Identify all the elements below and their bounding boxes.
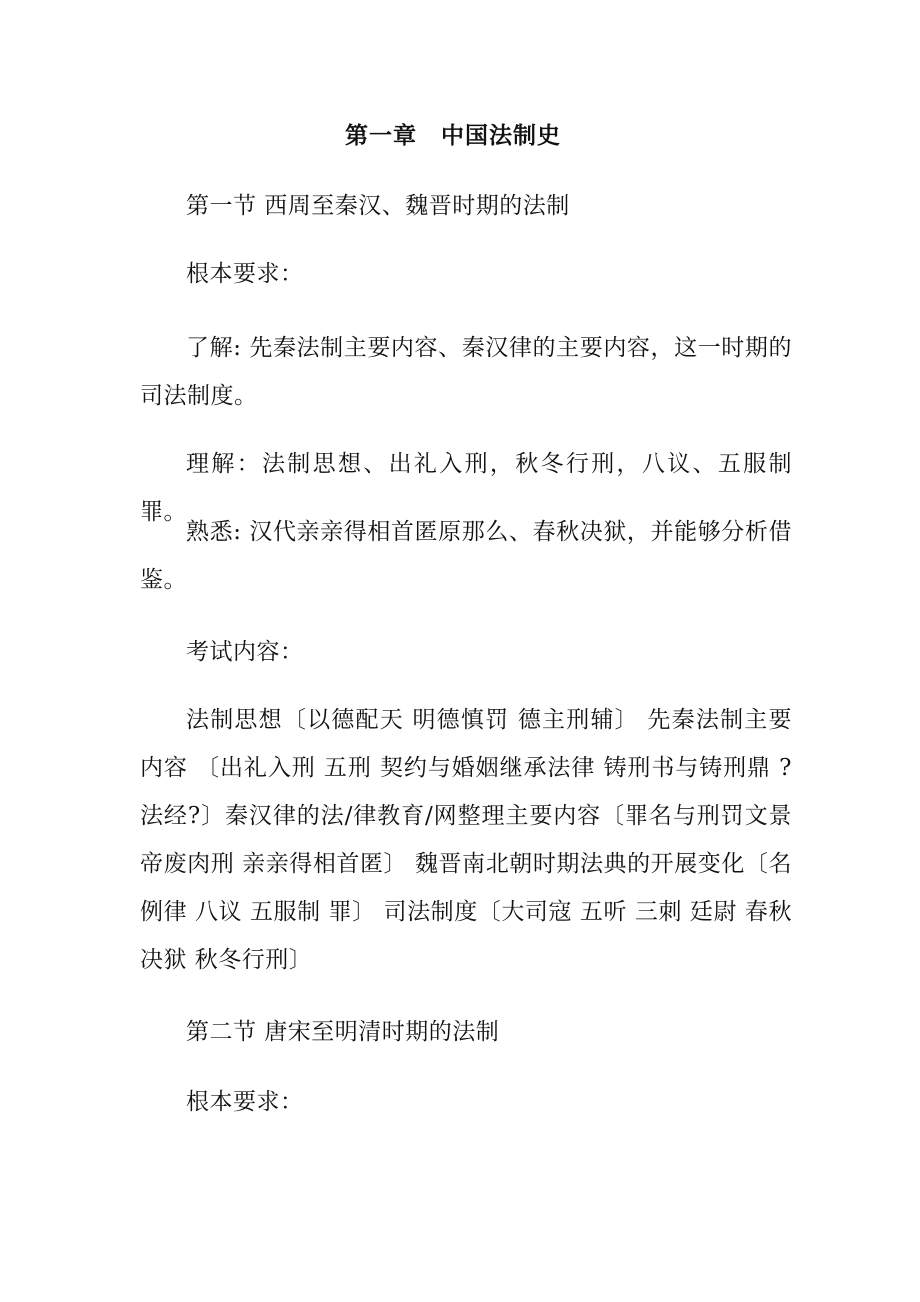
comprehend-paragraph: 理解：法制思想、出礼入刑，秋冬行刑，八议、五服制罪。	[140, 451, 792, 525]
exam-content-paragraph: 法制思想〔以德配天 明德慎罚 德主刑辅〕 先秦法制主要内容 〔出礼入刑 五刑 契约与婚姻继承法律 铸刑书与铸刑鼎 ?法经?〕秦汉律的法/律教育/网整理主要内容〔罪名与刑罚文景帝废肉刑 亲亲得相首匿〕 魏晋南北朝时期法典的开展变化〔名例律 八议 五服制 罪〕 司法制度〔大司寇 五听 三刺 廷尉 春秋决狱 秋冬行刑〕	[140, 707, 792, 973]
section-heading-2: 第二节 唐宋至明清时期的法制	[186, 1019, 500, 1045]
understand-paragraph: 了解: 先秦法制主要内容、秦汉律的主要内容，这一时期的司法制度。	[140, 335, 792, 409]
section-heading-1: 第一节 西周至秦汉、魏晋时期的法制	[186, 193, 570, 219]
basic-requirements-label-2: 根本要求：	[186, 1089, 304, 1115]
exam-content-label: 考试内容：	[186, 639, 304, 665]
basic-requirements-label-1: 根本要求：	[186, 261, 304, 287]
chapter-title: 第一章 中国法制史	[345, 122, 561, 149]
familiar-paragraph: 熟悉: 汉代亲亲得相首匿原那么、春秋决狱，并能够分析借鉴。	[140, 519, 792, 593]
